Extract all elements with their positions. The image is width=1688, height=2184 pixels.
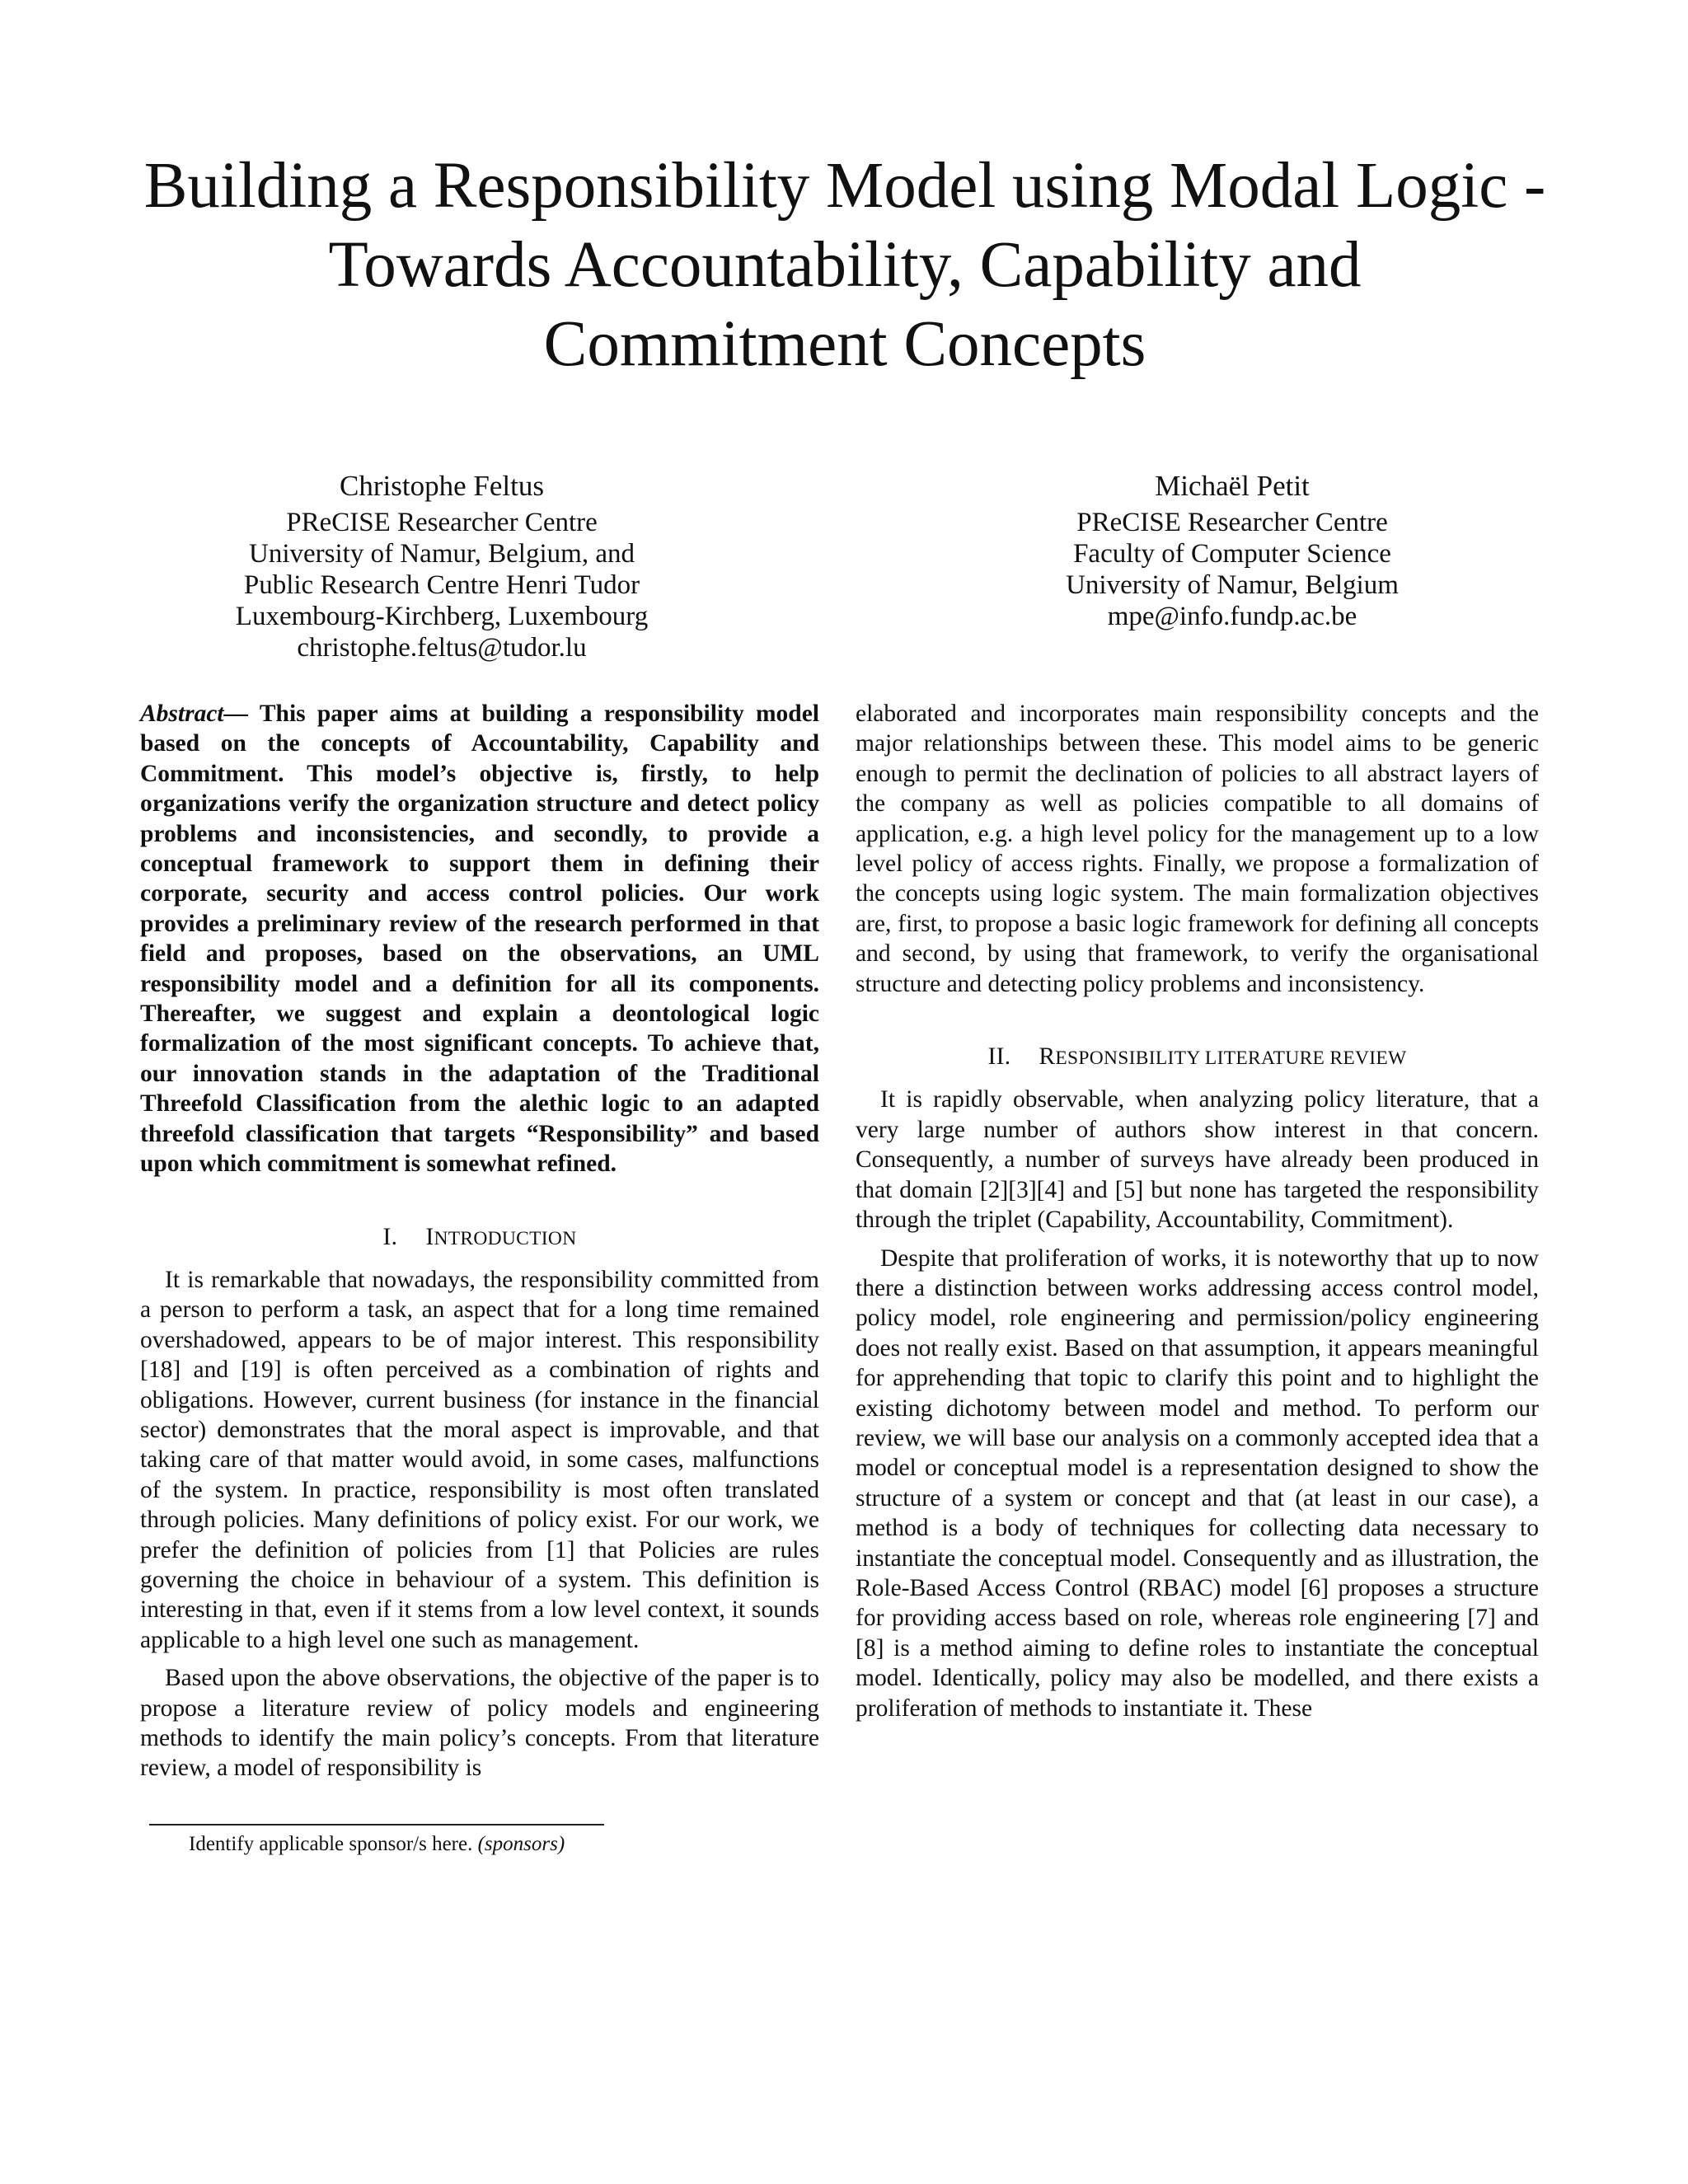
author-affiliation: Luxembourg-Kirchberg, Luxembourg [235, 602, 649, 631]
section-heading-literature-review [856, 1042, 1539, 1073]
section-title-rest: ESPONSIBILITY LITERATURE REVIEW [1055, 1047, 1407, 1070]
author-email: christophe.feltus@tudor.lu [297, 633, 587, 663]
author-affiliation: PReCISE Researcher Centre [1076, 508, 1388, 537]
footnote-rule [149, 1824, 604, 1825]
author-block-petit [985, 466, 1479, 632]
footnote-italic: (sponsors) [477, 1833, 565, 1855]
left-column [140, 699, 819, 1783]
paragraph: It is remarkable that nowadays, the responsibility committed from a person to perform a task, an aspect that for a long time remained overshadowed, appears to be of major interest. This responsibility [18] and [19] is often perceived as a combination of rights and obligations. However, current business (for instance in the financial sector) demonstrates that the moral aspect is improvable, and that taking care of that matter would avoid, in some cases, malfunctions of the system. In practice, responsibility is most often translated through policies. Many definitions of policy exist. For our work, we prefer the definition of policies from [1] that Policies are rules governing the choice in behaviour of a system. This definition is interesting in that, even if it stems from a low level context, it sounds applicable to a high level one such as management. [140, 1266, 819, 1653]
footnote [189, 1832, 565, 1857]
abstract [140, 699, 819, 1179]
author-block-feltus [195, 466, 689, 663]
right-column [856, 699, 1539, 1723]
section-number: I. [382, 1223, 398, 1250]
section-title-initial: I [425, 1223, 434, 1250]
section-heading-introduction [140, 1222, 819, 1254]
title-line: Towards Accountability, Capability and [328, 229, 1362, 301]
title-line: Building a Responsibility Model using Modal Logic - [143, 150, 1546, 222]
section-number: II. [987, 1043, 1011, 1071]
author-affiliation: Faculty of Computer Science [1073, 539, 1391, 569]
abstract-text: This paper aims at building a responsibility model based on the concepts of Accountability, Capability and Commitment. This model’s objective is, firstly, to help organizations verify the organization structure and detect policy problems and inconsistencies, and secondly, to provide a conceptual framework to support them in defining their corporate, security and access control policies. Our work provides a preliminary review of the research performed in that field and proposes, based on the observations, an UML responsibility model and a definition for all its components. Thereafter, we suggest and explain a deontological logic formalization of the most significant concepts. To achieve that, our innovation stands in the adaptation of the Traditional Threefold Classification from the alethic logic to an adapted threefold classification that targets “Responsibility” and based upon which commitment is somewhat refined. [140, 701, 820, 1178]
paper-title [82, 147, 1607, 384]
paragraph: Based upon the above observations, the objective of the paper is to propose a literature review of policy models and engineering methods to identify the main policy’s concepts. From that literature review, a model of responsibility is [140, 1665, 819, 1782]
author-affiliation: University of Namur, Belgium, and [249, 539, 635, 569]
paragraph: It is rapidly observable, when analyzing policy literature, that a very large number of authors show interest in that concern. Consequently, a number of surveys have already been produced in that domain [2][3][4] and [5] but none has targeted the responsibility through the triplet (Capability, Accountability, Commitment). [856, 1086, 1539, 1234]
paragraph-continuation: elaborated and incorporates main responsibility concepts and the major relationships between these. This model aims to be generic enough to permit the declination of policies to all abstract layers of the company as well as policies compatible to all domains of application, e.g. a high level policy for the management up to a low level policy of access rights. Finally, we propose a formalization of the concepts using logic system. The main formalization objectives are, first, to propose a basic logic framework for defining all concepts and second, by using that framework, to verify the organisational structure and detecting policy problems and inconsistency. [856, 701, 1539, 997]
author-affiliation: PReCISE Researcher Centre [286, 508, 598, 537]
author-affiliation: University of Namur, Belgium [1066, 570, 1399, 600]
footnote-text: Identify applicable sponsor/s here. [189, 1833, 478, 1855]
author-email: mpe@info.fundp.ac.be [1107, 602, 1357, 631]
section-title-initial: R [1039, 1043, 1056, 1071]
author-name: Christophe Feltus [340, 470, 544, 502]
section-title-rest: NTRODUCTION [434, 1227, 577, 1249]
paragraph: Despite that proliferation of works, it is noteworthy that up to now there a distinction between works addressing access control model, policy model, role engineering and permission/policy engineering does not really exist. Based on that assumption, it appears meaningful for apprehending that topic to clarify this point and to highlight the existing dichotomy between model and method. To perform our review, we will base our analysis on a commonly accepted idea that a model or conceptual model is a representation designed to show the structure of a system or concept and that (at least in our case), a method is a body of techniques for collecting data necessary to instantiate the conceptual model. Consequently and as illustration, the Role-Based Access Control (RBAC) model [6] proposes a structure for providing access based on role, whereas role engineering [7] and [8] is a method aiming to define roles to instantiate the conceptual model. Identically, policy may also be modelled, and there exists a proliferation of methods to instantiate it. These [856, 1244, 1539, 1722]
author-name: Michaël Petit [1155, 470, 1310, 502]
abstract-label: Abstract— [140, 701, 249, 727]
author-affiliation: Public Research Centre Henri Tudor [243, 570, 640, 600]
title-line: Commitment Concepts [543, 308, 1146, 380]
